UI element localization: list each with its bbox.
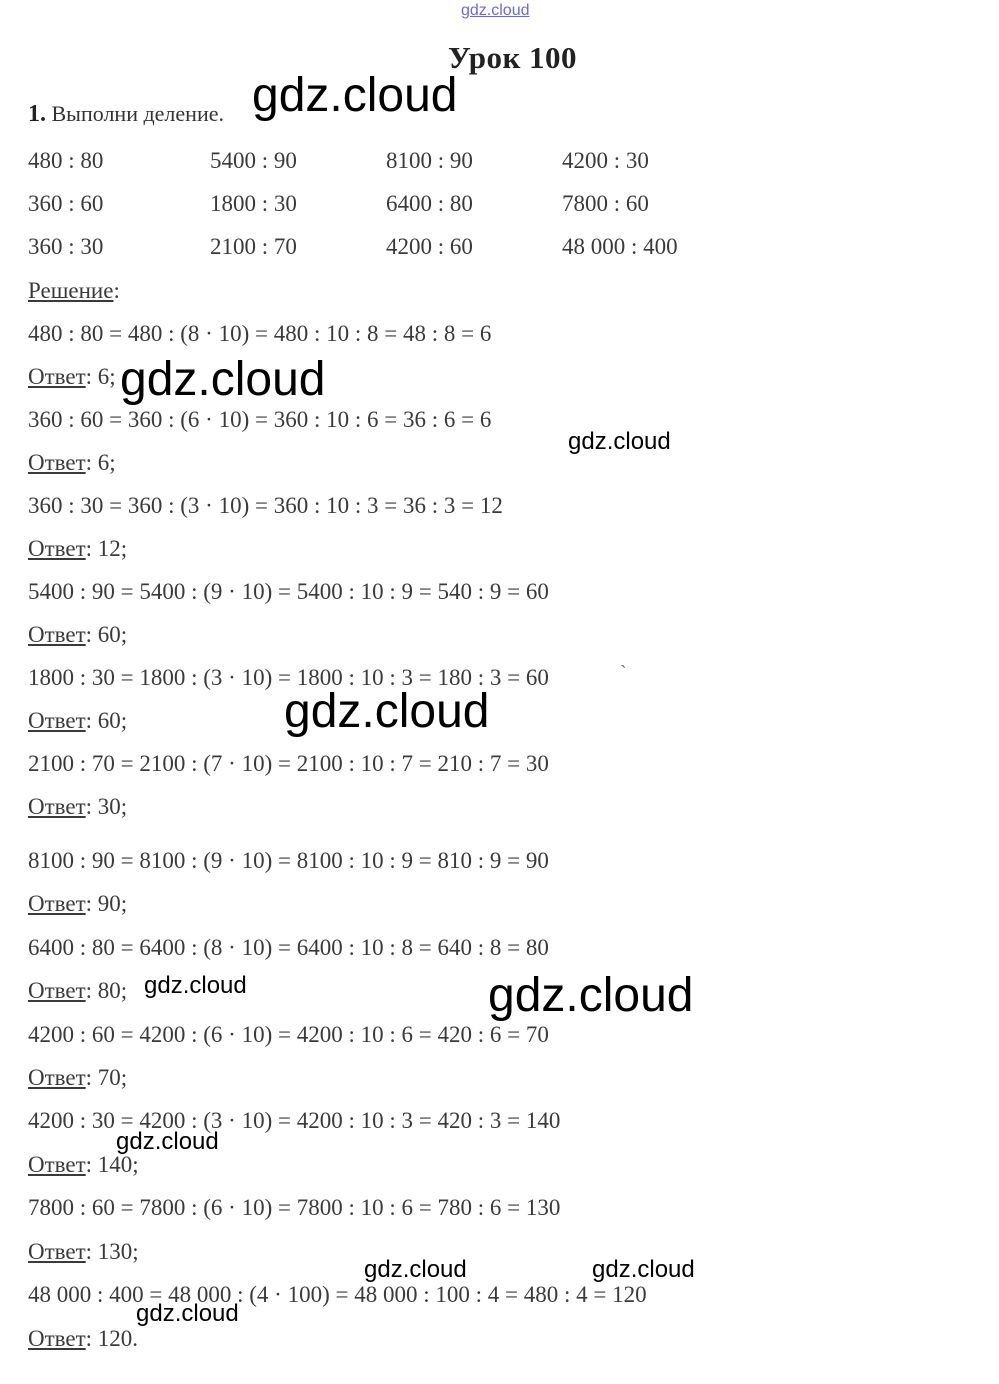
task-heading (28, 101, 224, 128)
problem-cell: 2100 : 70 (210, 234, 297, 259)
problem-cell: 360 : 30 (28, 234, 104, 259)
problem-cell: 360 : 60 (28, 191, 104, 216)
answer-line: Ответ: 140; (28, 1152, 139, 1177)
answer-label: Ответ (28, 708, 86, 733)
answer-line: Ответ: 6; (28, 450, 116, 475)
answer-line: Ответ: 80; (28, 978, 128, 1003)
answer-value: 60; (97, 708, 128, 733)
task-number: 1. (28, 101, 46, 127)
problem-cell: 480 : 80 (28, 148, 104, 173)
answer-value: 70; (97, 1065, 128, 1090)
solution-equation: 4200 : 60 = 4200 : (6 · 10) = 4200 : 10 : 6 = 420 : 6 = 70 (28, 1022, 549, 1047)
solution-equation: 2100 : 70 = 2100 : (7 · 10) = 2100 : 10 : 7 = 210 : 7 = 30 (28, 751, 549, 776)
answer-line: Ответ: 60; (28, 622, 128, 647)
solution-label: Решение (28, 278, 114, 303)
lesson-title: Урок 100 (448, 40, 578, 75)
problem-cell: 1800 : 30 (210, 191, 297, 216)
answer-value: 12; (97, 536, 128, 561)
watermark: gdz.cloud (144, 972, 247, 999)
answer-label: Ответ (28, 536, 86, 561)
problem-cell: 4200 : 60 (386, 234, 473, 259)
answer-value: 120. (97, 1326, 139, 1351)
answer-line: Ответ: 130; (28, 1239, 139, 1264)
problem-cell: 48 000 : 400 (562, 234, 678, 259)
answer-label: Ответ (28, 794, 86, 819)
watermark: gdz.cloud (568, 428, 671, 455)
answer-line: Ответ: 6; (28, 364, 116, 389)
watermark: gdz.cloud (364, 1256, 467, 1283)
answer-value: 130; (97, 1239, 139, 1264)
answer-line: Ответ: 12; (28, 536, 128, 561)
problem-cell: 6400 : 80 (386, 191, 473, 216)
watermark: gdz.cloud (488, 969, 694, 1022)
solution-equation: 8100 : 90 = 8100 : (9 · 10) = 8100 : 10 : 9 = 810 : 9 = 90 (28, 848, 549, 873)
answer-label: Ответ (28, 450, 86, 475)
answer-line: Ответ: 90; (28, 891, 128, 916)
answer-line: Ответ: 60; (28, 708, 128, 733)
answer-label: Ответ (28, 1239, 86, 1264)
answer-label: Ответ (28, 622, 86, 647)
answer-label: Ответ (28, 891, 86, 916)
answer-value: 60; (97, 622, 128, 647)
answer-label: Ответ (28, 1326, 86, 1351)
answer-value: 90; (97, 891, 128, 916)
watermark: gdz.cloud (252, 69, 458, 122)
solution-equation: 360 : 60 = 360 : (6 · 10) = 360 : 10 : 6 = 36 : 6 = 6 (28, 407, 492, 432)
answer-label: Ответ (28, 1152, 86, 1177)
answer-value: 80; (97, 978, 128, 1003)
solution-equation: 360 : 30 = 360 : (3 · 10) = 360 : 10 : 3 = 36 : 3 = 12 (28, 493, 503, 518)
solution-heading: Решение: (28, 278, 120, 303)
watermark: gdz.cloud (136, 1300, 239, 1327)
answer-line: Ответ: 120. (28, 1326, 139, 1351)
task-text: Выполни деление. (51, 101, 224, 126)
answer-value: 30; (97, 794, 128, 819)
problem-cell: 8100 : 90 (386, 148, 473, 173)
answer-value: 6; (97, 364, 116, 389)
answer-value: 6; (97, 450, 116, 475)
answer-line: Ответ: 30; (28, 794, 128, 819)
solution-equation: 4200 : 30 = 4200 : (3 · 10) = 4200 : 10 : 3 = 420 : 3 = 140 (28, 1108, 561, 1133)
solution-equation: 1800 : 30 = 1800 : (3 · 10) = 1800 : 10 : 3 = 180 : 3 = 60 (28, 665, 549, 690)
problem-cell: 4200 : 30 (562, 148, 649, 173)
solution-equation: 6400 : 80 = 6400 : (8 · 10) = 6400 : 10 : 8 = 640 : 8 = 80 (28, 935, 549, 960)
solution-equation: 48 000 : 400 = 48 000 : (4 · 100) = 48 000 : 100 : 4 = 480 : 4 = 120 (28, 1282, 647, 1307)
watermark: gdz.cloud (120, 353, 326, 406)
solution-equation: 480 : 80 = 480 : (8 · 10) = 480 : 10 : 8 = 48 : 8 = 6 (28, 321, 492, 346)
answer-label: Ответ (28, 364, 86, 389)
answer-label: Ответ (28, 1065, 86, 1090)
stray-mark: ` (620, 662, 627, 684)
watermark: gdz.cloud (284, 685, 490, 738)
solution-equation: 7800 : 60 = 7800 : (6 · 10) = 7800 : 10 : 6 = 780 : 6 = 130 (28, 1195, 561, 1220)
answer-label: Ответ (28, 978, 86, 1003)
watermark: gdz.cloud (592, 1256, 695, 1283)
problem-cell: 7800 : 60 (562, 191, 649, 216)
top-site-link[interactable]: gdz.cloud (461, 2, 530, 19)
solution-equation: 5400 : 90 = 5400 : (9 · 10) = 5400 : 10 : 9 = 540 : 9 = 60 (28, 579, 549, 604)
watermark: gdz.cloud (116, 1128, 219, 1155)
answer-value: 140; (97, 1152, 139, 1177)
problem-cell: 5400 : 90 (210, 148, 297, 173)
answer-line: Ответ: 70; (28, 1065, 128, 1090)
